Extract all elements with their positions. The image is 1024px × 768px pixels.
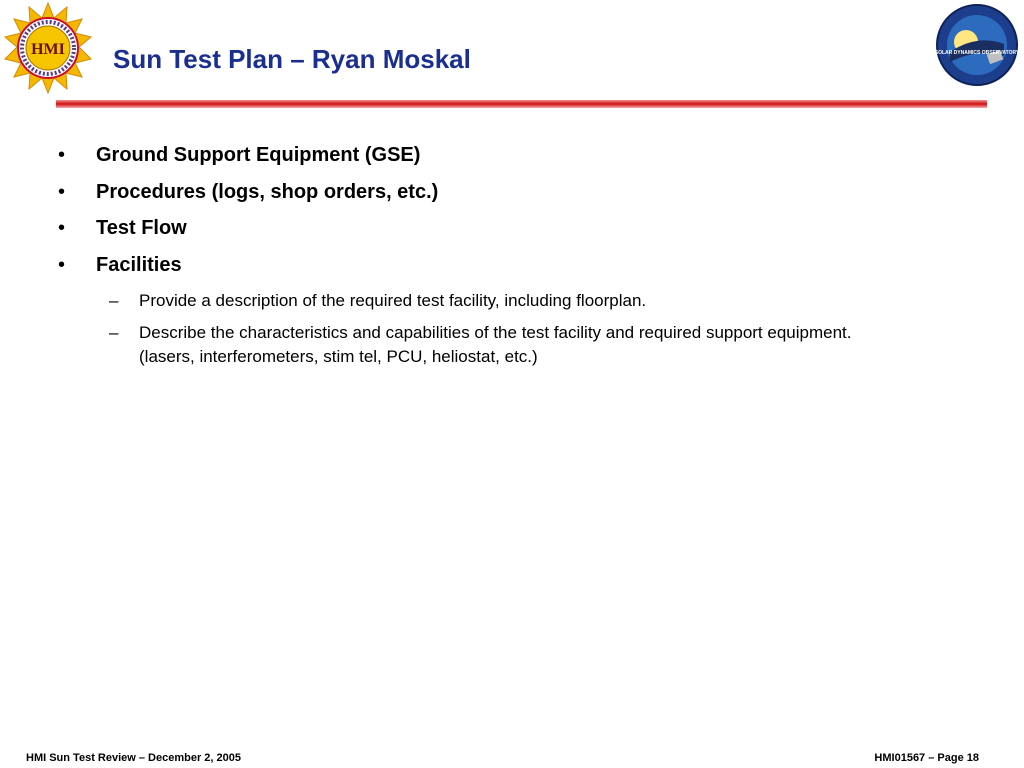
bullet-item — [58, 181, 439, 204]
bullet-marker: • — [58, 144, 66, 166]
sub-bullet-text: Describe the characteristics and capabilities of the test facility and required support equipment. (lasers, interferometers, stim tel, PCU, heliostat, etc.) — [139, 323, 852, 366]
sub-bullet-marker: – — [109, 291, 119, 310]
bullet-text: Ground Support Equipment (GSE) — [96, 144, 421, 166]
sub-bullet-text: Provide a description of the required test facility, including floorplan. — [139, 291, 647, 310]
sub-bullet-item — [109, 321, 899, 369]
hmi-logo — [2, 2, 94, 94]
hmi-logo-text: HMI — [31, 41, 65, 58]
bullet-marker: • — [58, 217, 66, 239]
sdo-logo-text: SOLAR DYNAMICS OBSERVATORY — [936, 50, 1018, 56]
bullet-item — [58, 254, 182, 277]
sdo-logo — [936, 4, 1018, 86]
sub-bullet-marker: – — [109, 323, 119, 342]
bullet-text: Test Flow — [96, 217, 187, 239]
slide-title: Sun Test Plan – Ryan Moskal — [113, 44, 471, 74]
sub-bullet-item — [109, 289, 899, 313]
bullet-marker: • — [58, 254, 66, 276]
bullet-item — [58, 144, 421, 167]
bullet-item — [58, 217, 187, 240]
bullet-marker: • — [58, 181, 66, 203]
title-divider — [56, 95, 987, 103]
bullet-text: Facilities — [96, 254, 182, 276]
bullet-text: Procedures (logs, shop orders, etc.) — [96, 181, 439, 203]
footer-review-date: HMI Sun Test Review – December 2, 2005 — [26, 752, 241, 764]
footer-page-number: HMI01567 – Page 18 — [874, 752, 979, 764]
